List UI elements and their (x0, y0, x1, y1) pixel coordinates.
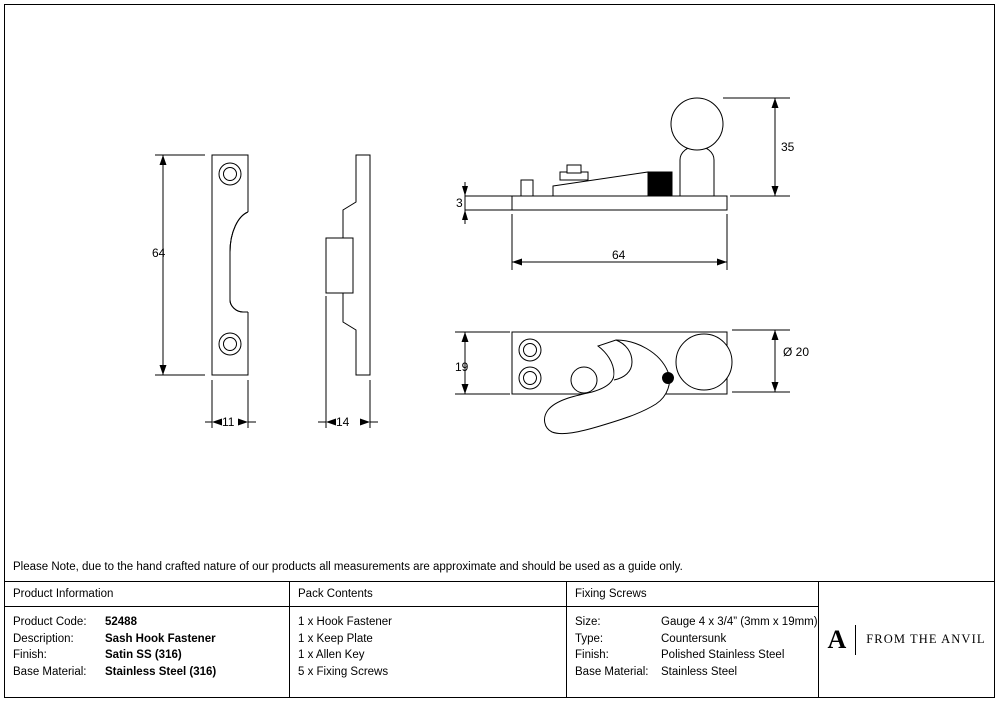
screw-base-material-value: Stainless Steel (661, 665, 738, 678)
product-information-column (5, 582, 290, 697)
dim-label-keep-width: 11 (222, 415, 235, 429)
screw-size-value: Gauge 4 x 3/4” (3mm x 19mm) (661, 616, 818, 628)
product-code-value: 52488 (105, 616, 137, 628)
base-material-value: Stainless Steel (316) (105, 665, 217, 678)
screw-finish-value: Polished Stainless Steel (661, 649, 785, 661)
list-item: 1 x Allen Key (298, 649, 365, 661)
dim-label-fastener-plan-width: 19 (455, 360, 469, 374)
product-code-label: Product Code: (13, 616, 87, 628)
screw-base-material-label: Base Material: (575, 665, 649, 678)
description-value: Sash Hook Fastener (105, 632, 216, 645)
dim-label-keep-side-width: 14 (336, 415, 350, 429)
base-material-label: Base Material: (13, 665, 87, 678)
fixing-screws-header: Fixing Screws (567, 582, 818, 607)
dim-label-fastener-length: 64 (612, 248, 626, 262)
dim-label-knob-diameter: Ø 20 (783, 345, 810, 359)
pack-contents-column (290, 582, 567, 697)
fixing-screws-body (567, 607, 818, 680)
pack-contents-header: Pack Contents (290, 582, 566, 607)
table-row (575, 647, 818, 664)
dim-label-fastener-thickness: 3 (456, 196, 463, 210)
screw-size-label: Size: (575, 616, 601, 628)
list-item: 1 x Hook Fastener (298, 616, 392, 628)
table-row (575, 664, 818, 681)
table-row (13, 647, 289, 664)
brand-logo-column (819, 582, 994, 697)
product-information-body (5, 607, 289, 680)
fixing-screws-column (567, 582, 819, 697)
measurement-note-row (5, 553, 994, 582)
screw-type-label: Type: (575, 632, 604, 645)
description-label: Description: (13, 632, 74, 645)
table-row (13, 664, 289, 681)
list-item: 1 x Keep Plate (298, 632, 373, 645)
dim-label-keep-height: 64 (152, 246, 166, 260)
product-information-header: Product Information (5, 582, 289, 607)
brand-logo (827, 625, 985, 655)
table-row (575, 631, 818, 648)
brand-wordmark: FROM THE ANVIL (866, 632, 986, 646)
measurement-note-text: Please Note, due to the hand crafted nature of our products all measurements are approximate and should be used as a guide only. (13, 561, 683, 573)
screw-finish-label: Finish: (575, 649, 609, 661)
dim-label-fastener-height: 35 (781, 140, 795, 154)
finish-value: Satin SS (316) (105, 649, 182, 661)
table-row (13, 631, 289, 648)
screw-type-value: Countersunk (661, 632, 727, 645)
anvil-a-icon: A (827, 624, 846, 654)
table-row (13, 614, 289, 631)
table-row (575, 614, 818, 631)
finish-label: Finish: (13, 649, 47, 661)
product-info-table (5, 582, 994, 697)
logo-divider (855, 625, 856, 655)
pack-contents-body (290, 607, 566, 680)
list-item: 5 x Fixing Screws (298, 665, 389, 678)
